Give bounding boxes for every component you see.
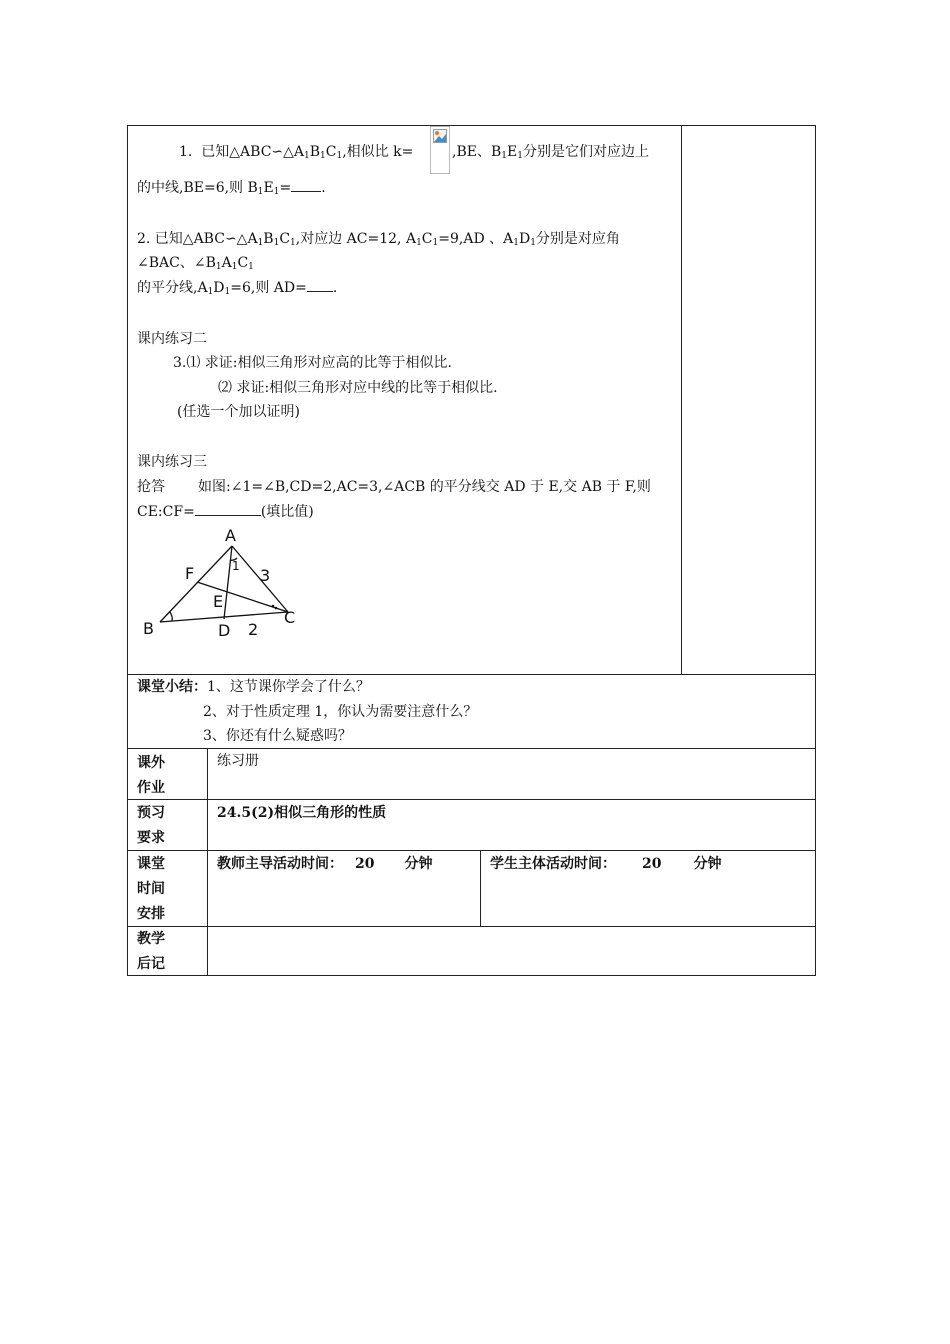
teacher-time: 教师主导活动时间： 20 分钟 xyxy=(217,856,433,872)
label-c: C xyxy=(284,608,296,627)
triangle-figure xyxy=(140,524,310,649)
question-1-line-1: 1. 已知$\triangle ABC∽\triangle A_1B_1C_1$,相似比 k= xyxy=(179,144,414,161)
schedule-label: 课堂 时间 安排 xyxy=(137,856,165,922)
practice-2-item-2: ⑵ 求证:相似三角形对应中线的比等于相似比. xyxy=(218,380,498,396)
homework-label: 课外 作业 xyxy=(137,755,165,796)
angle-c-mark xyxy=(275,607,278,610)
notes-label: 教学 后记 xyxy=(137,931,165,972)
practice-2-title: 课内练习二 xyxy=(137,331,207,347)
summary-label: 课堂小结： xyxy=(137,679,207,695)
segment-cf xyxy=(197,582,288,612)
row-divider xyxy=(128,748,815,749)
answer-blank xyxy=(291,191,321,192)
label-angle-1: 1 xyxy=(232,559,240,573)
schedule-divider xyxy=(480,850,481,926)
row-divider xyxy=(128,850,815,851)
angle-b-arc xyxy=(170,612,172,621)
right-column-divider xyxy=(681,126,682,674)
practice-3-answer-line: CE:CF= (填比值) xyxy=(137,504,314,520)
row-divider xyxy=(128,926,815,927)
segment-ad xyxy=(224,546,232,619)
summary-line-1: 课堂小结：1、这节课你学会了什么？ xyxy=(137,679,370,695)
preview-label: 预习 要求 xyxy=(137,805,165,846)
summary-line-2: 2、对于性质定理 1，你认为需要注意什么？ xyxy=(203,704,478,720)
answer-blank xyxy=(195,515,261,516)
student-time: 学生主体活动时间： 20 分钟 xyxy=(490,856,722,872)
label-b: B xyxy=(143,619,154,638)
broken-image-icon xyxy=(433,129,447,143)
summary-line-3: 3、你还有什么疑惑吗？ xyxy=(203,728,352,744)
practice-3-label: 抢答 xyxy=(137,479,165,495)
question-2-line-2: ∠BAC、$\angle B_1A_1C_1$ xyxy=(137,255,254,272)
angle-c-mark xyxy=(272,605,275,608)
practice-3-title: 课内练习三 xyxy=(137,454,207,470)
label-a: A xyxy=(225,526,236,545)
homework-value: 练习册 xyxy=(217,753,259,769)
ratio-image-placeholder xyxy=(430,126,450,174)
label-column-divider xyxy=(207,748,208,976)
lesson-table xyxy=(127,125,816,976)
practice-2-item-1: 3.⑴ 求证:相似三角形对应高的比等于相似比. xyxy=(173,355,452,371)
label-e: E xyxy=(213,592,224,611)
question-1-line-2: 的中线,BE=6,则 $B_1E_1=$ . xyxy=(137,180,326,197)
row-divider xyxy=(128,799,815,800)
label-cd-length: 2 xyxy=(248,620,259,639)
label-d: D xyxy=(218,621,231,640)
label-ac-length: 3 xyxy=(260,566,271,585)
practice-2-note: (任选一个加以证明) xyxy=(177,404,300,420)
answer-blank xyxy=(307,291,333,292)
preview-value: 24.5(2)相似三角形的性质 xyxy=(217,805,387,821)
question-2-line-1: 2. 已知$\triangle ABC∽\triangle A_1B_1C_1$,对应边 AC=12, $A_1C_1=9,AD$ 、$A_1D_1$分别是对应角 xyxy=(137,231,620,248)
row-divider xyxy=(128,674,815,675)
question-1-line-1-end: ,BE、$B_1E_1$分别是它们对应边上 xyxy=(452,144,649,161)
question-2-line-3: 的平分线$,A_1D_1=6$,则 AD= . xyxy=(137,280,338,297)
practice-3-question: 如图:∠1=∠B,CD=2,AC=3,∠ACB 的平分线交 AD 于 E,交 AB 于 F,则 xyxy=(198,479,651,495)
label-f: F xyxy=(185,564,195,583)
